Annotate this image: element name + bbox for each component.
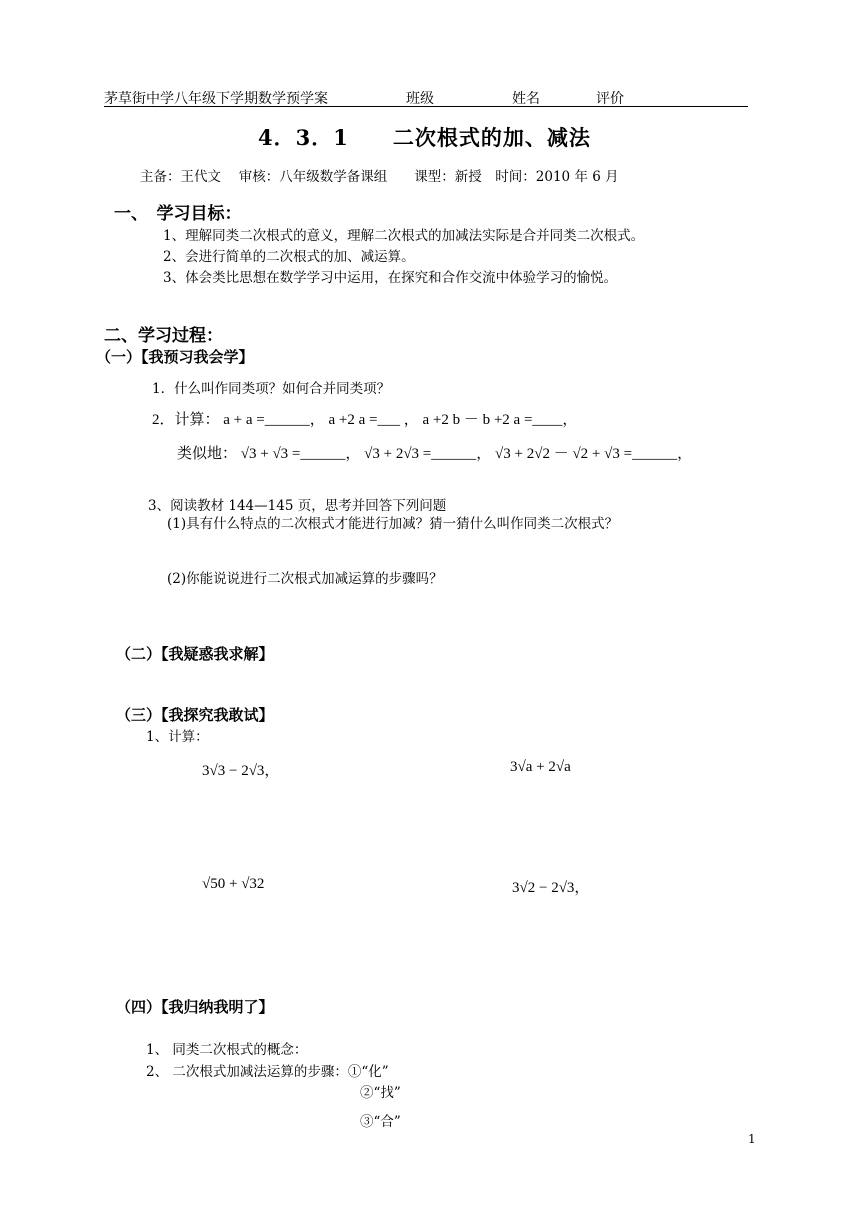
question-1: 1．什么叫作同类项？如何合并同类项？ [152,381,391,397]
summary-item-1: 1、 同类二次根式的概念： [146,1042,308,1058]
exercise-2: 3√a + 2√a [510,759,571,775]
part1-heading: （一）【我预习我会学】 [96,348,254,366]
part3-heading: （三）【我探究我敢试】 [116,706,274,724]
part4-heading: （四）【我归纳我明了】 [116,998,274,1016]
header-school: 茅草街中学八年级下学期数学预学案 [104,91,328,107]
section2-heading: 二、学习过程： [104,326,223,346]
question-2: 2．计算： a + a =______， a +2 a =___ ， a +2 b － b +2 a =____， [152,412,578,428]
page-title: 4．3．1 二次根式的加、减法 [258,125,591,150]
summary-item-2: 2、 二次根式加减法运算的步骤：①“化” [146,1064,389,1080]
header-rule [104,106,748,107]
question-3: 3、阅读教材 144—145 页，思考并回答下列问题 [148,498,447,514]
page-number: 1 [748,1132,756,1146]
section1-heading: 一、 学习目标： [114,204,242,224]
meta-line: 主备：王代文 审核：八年级数学备课组 课型：新授 时间：2010 年 6 月 [140,169,619,185]
header-class-label: 班级 [406,91,434,107]
exercise-1: 3√3 − 2√3， [202,763,280,779]
question-3b: (2)你能说说进行二次根式加减运算的步骤吗？ [167,571,443,587]
question-2-similar: 类似地： √3 + √3 =______， √3 + 2√3 =______， √3 + 2√2 － √2 + √3 =______， [177,446,693,462]
goal-item-1: 1、理解同类二次根式的意义，理解二次根式的加减法实际是合并同类二次根式。 [163,228,645,244]
exercise-4: 3√2 − 2√3， [512,880,590,896]
goal-item-3: 3、体会类比思想在数学学习中运用，在探究和合作交流中体验学习的愉悦。 [163,270,618,286]
summary-step-combine: ③“合” [360,1114,401,1130]
question-3a: (1)具有什么特点的二次根式才能进行加减？猜一猜什么叫作同类二次根式？ [167,516,619,532]
calc-label: 1、计算： [146,729,209,745]
part2-heading: （二）【我疑惑我求解】 [116,645,274,663]
header-name-label: 姓名 [512,91,540,107]
header-eval-label: 评价 [596,91,624,107]
exercise-3: √50 + √32 [202,876,265,892]
summary-step-find: ②“找” [360,1085,401,1101]
goal-item-2: 2、会进行简单的二次根式的加、减运算。 [163,249,415,265]
